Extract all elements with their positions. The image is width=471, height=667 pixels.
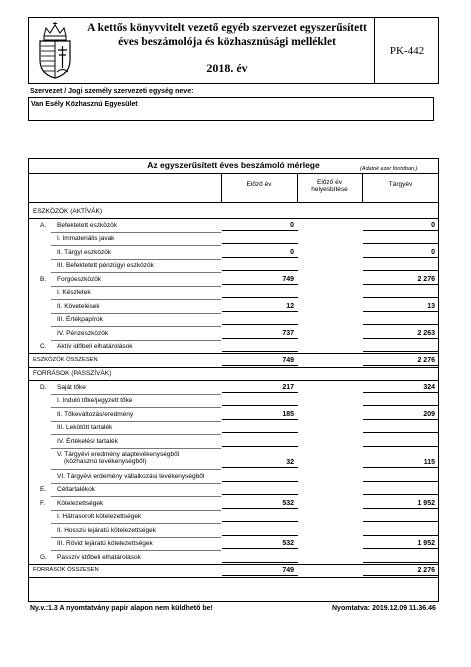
units-note: (Adatok ezer forintban.) [360, 166, 418, 172]
row-label: ESZKÖZÖK ÖSSZESEN [33, 356, 98, 363]
value-cell-curr [363, 315, 439, 325]
form-code: PK-442 [374, 17, 439, 84]
row-divider [51, 326, 221, 327]
value-cell-prev [222, 485, 298, 495]
row-divider [51, 286, 221, 287]
value-cell-curr [363, 526, 439, 536]
column-header-prev-year-correction [297, 179, 362, 193]
row-divider [28, 380, 439, 381]
row-label: II. Hosszú lejáratú kötelezettségek [57, 526, 156, 534]
row-label: IV. Pénzeszközök [57, 329, 109, 337]
value-cell-curr [363, 261, 439, 271]
value-prev: 0 [290, 221, 294, 229]
value-curr: 0 [431, 248, 435, 256]
row-divider [51, 340, 221, 341]
row-divider [51, 407, 221, 408]
value-prev: 217 [282, 383, 294, 391]
value-cell-curr [363, 396, 439, 406]
row-code: D. [40, 383, 47, 391]
row-label: Passzív időbeli elhatárolások [57, 553, 141, 561]
value-curr: 13 [427, 302, 435, 310]
row-label: FORRÁSOK ÖSSZESEN [33, 567, 99, 573]
value-curr: 1 952 [417, 540, 435, 547]
row-code: C. [40, 343, 47, 350]
value-curr: 2 276 [417, 275, 435, 283]
row-divider [51, 299, 221, 300]
value-prev: 749 [282, 275, 294, 283]
row-code: G. [40, 553, 47, 561]
value-curr: 2 276 [417, 356, 435, 364]
row-divider [51, 550, 221, 551]
value-prev: 532 [282, 499, 294, 507]
row-code: F. [40, 499, 46, 507]
row-label: III. Befektetett pénzügyi eszközök [57, 262, 154, 269]
row-divider [51, 421, 221, 422]
row-divider [28, 353, 439, 354]
value-cell-prev [222, 472, 298, 482]
value-cell-curr [363, 553, 439, 563]
row-label: Aktív időbeli elhatárolások [57, 343, 133, 350]
value-prev: 749 [282, 356, 294, 364]
row-divider [51, 448, 221, 449]
row-label: I. Készletek [57, 289, 91, 296]
balance-sheet-title: Az egyszerűsített éves beszámoló mérlege [147, 160, 320, 170]
value-cell-prev [222, 315, 298, 325]
form-title-line2: éves beszámolója és közhasznúsági melléklet [118, 36, 336, 48]
row-code: E. [40, 486, 47, 493]
value-cell-prev [222, 396, 298, 406]
value-prev: 32 [286, 459, 294, 466]
row-label: Kötelezettségek [57, 499, 104, 507]
row-divider [51, 469, 221, 470]
row-divider [28, 218, 439, 219]
hungarian-coat-of-arms-icon [34, 22, 76, 79]
value-cell-curr [363, 288, 439, 298]
row-label: Befektetett eszközök [57, 221, 117, 229]
value-cell-prev [222, 261, 298, 271]
header-bottom-divider [28, 202, 439, 203]
value-cell-prev [222, 342, 298, 352]
row-label: Forgóeszközök [57, 275, 102, 283]
value-curr: 0 [431, 221, 435, 229]
organization-name: Van Esély Közhasznú Egyesület [31, 101, 138, 108]
row-divider [28, 564, 439, 565]
row-divider [51, 496, 221, 497]
row-code: A. [40, 221, 47, 229]
value-cell-prev [222, 526, 298, 536]
value-curr: 2 276 [417, 567, 435, 574]
value-cell-prev [222, 234, 298, 244]
title-divider [28, 173, 439, 174]
row-divider [51, 245, 221, 246]
row-label: VI. Tárgyévi erdemény vállalkozási tevékenységből [57, 472, 205, 480]
form-title-line1: A kettős könyvvitelt vezető egyéb szervezet egyszerűsített [87, 22, 367, 34]
row-divider [51, 259, 221, 260]
value-cell-prev [222, 288, 298, 298]
value-cell-prev [222, 437, 298, 447]
row-label: I. Immateriális javak [57, 235, 115, 242]
value-cell-curr [363, 342, 439, 352]
value-prev: 185 [282, 410, 294, 418]
value-curr: 1 952 [417, 499, 435, 507]
value-prev: 749 [282, 567, 294, 574]
value-curr: 209 [423, 410, 435, 418]
row-divider [51, 232, 221, 233]
row-label: V. Tárgyévi eredmény alaptevékenységből [57, 451, 180, 458]
value-prev: 737 [282, 329, 294, 337]
value-cell-curr [363, 485, 439, 495]
row-label: I. Induló tőke/jegyzett tőke [57, 397, 133, 404]
column-header-current-year: Tárgyév [388, 181, 413, 188]
row-label: III. Rövid lejáratú kötelezettségek [57, 540, 153, 547]
value-curr: 2 263 [417, 329, 435, 337]
form-year: 2018. év [206, 61, 248, 75]
value-curr: 324 [423, 383, 435, 391]
value-cell-curr [363, 512, 439, 522]
row-divider [51, 510, 221, 511]
row-code: B. [40, 275, 47, 283]
value-cell-prev [222, 512, 298, 522]
row-label: III. Lekötött tartalék [57, 424, 113, 431]
row-divider [51, 272, 221, 273]
row-divider [51, 537, 221, 538]
value-cell-curr [363, 437, 439, 447]
row-label: I. Hátrasorolt kötelezettségek [57, 513, 142, 520]
row-divider [28, 577, 439, 578]
value-prev: 532 [282, 540, 294, 547]
row-label: II. Tőkeváltozás/eredmény [57, 410, 134, 418]
row-label: FORRÁSOK (PASSZÍVÁK) [33, 370, 112, 377]
row-divider [51, 313, 221, 314]
row-label: Saját tőke [57, 383, 86, 391]
value-cell-prev [222, 553, 298, 563]
value-prev: 12 [286, 302, 294, 310]
form-title [80, 21, 374, 76]
column-header-correction-line2: helyesbítése [311, 186, 348, 193]
value-cell-curr [363, 423, 439, 433]
row-divider [51, 523, 221, 524]
row-label: III. Értékpapírok [57, 316, 103, 323]
value-cell-prev [222, 423, 298, 433]
value-cell-curr [363, 472, 439, 482]
row-label-continuation: (közhasznú tevékenységből) [64, 458, 147, 465]
column-header-correction-line1: Előző év [317, 179, 342, 186]
row-label: II. Tárgyi eszközök [57, 248, 112, 256]
row-label: IV. Értékelési tartalék [57, 437, 118, 445]
organization-label: Szervezet / Jogi személy szervezeti egység neve: [30, 88, 194, 95]
row-label: II. Követelések [57, 302, 100, 310]
row-divider [51, 434, 221, 435]
footer-print-timestamp: Nyomtatva: 2019.12.09 11.36.46 [332, 605, 436, 612]
column-header-prev-year: Előző év [246, 181, 272, 188]
row-label: ESZKÖZÖK (AKTÍVÁK) [33, 208, 102, 215]
value-curr: 115 [423, 459, 435, 466]
footer-version-note: Ny.v.:1.3 A nyomtatvány papír alapon nem küldhető be! [30, 605, 213, 612]
row-label: Céltartalékok [57, 486, 95, 493]
value-cell-curr [363, 234, 439, 244]
value-prev: 0 [290, 248, 294, 256]
row-divider [28, 367, 439, 368]
row-divider [51, 394, 221, 395]
row-divider [51, 483, 221, 484]
